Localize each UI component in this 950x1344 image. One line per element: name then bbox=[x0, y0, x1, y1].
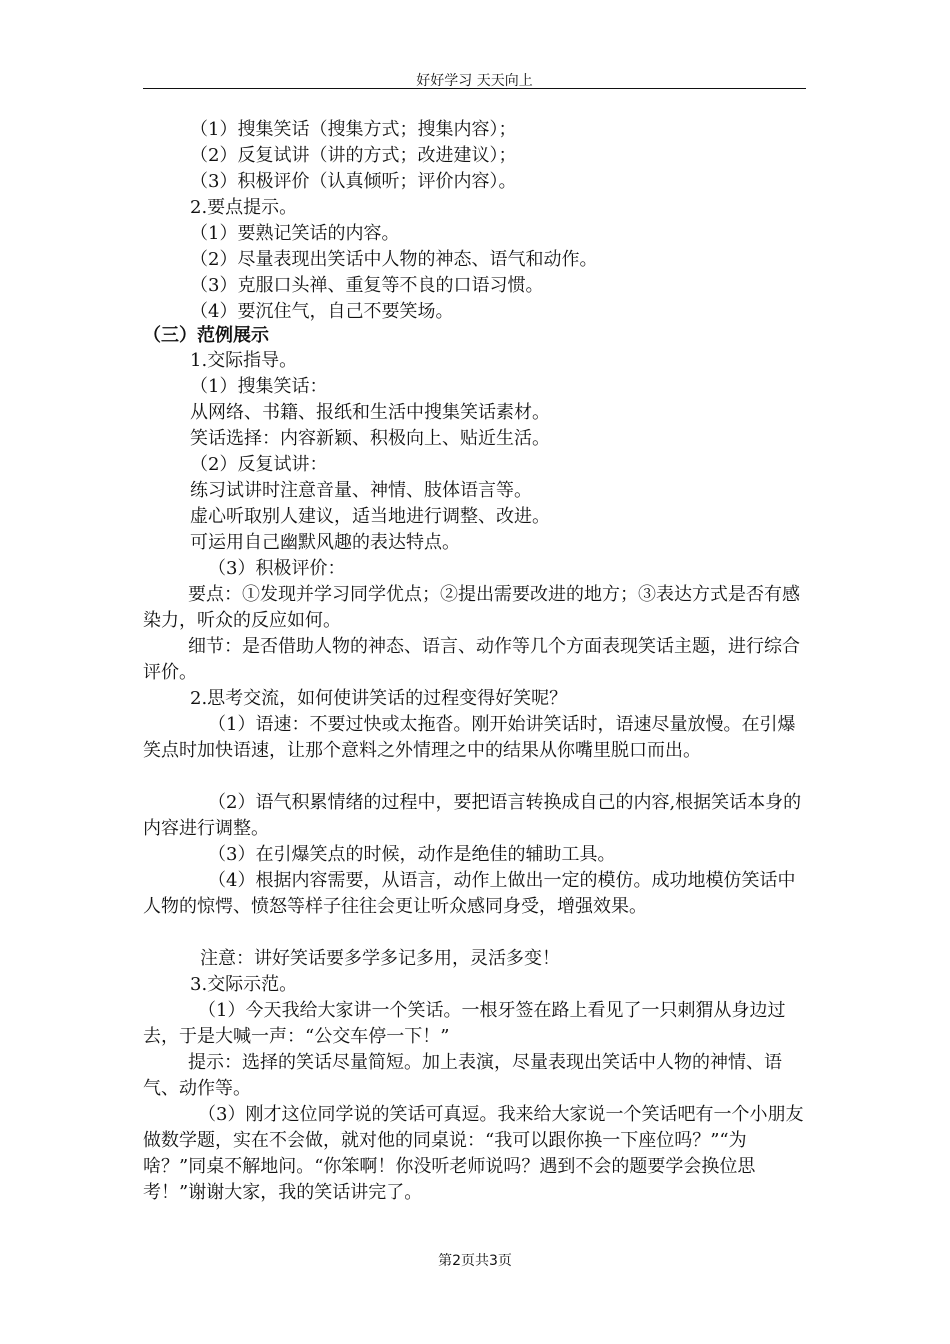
text-line: 练习试讲时注意音量、神情、肢体语言等。 bbox=[190, 480, 532, 501]
paragraph: （1）语速：不要过快或太拖沓。刚开始讲笑话时，语速尽量放慢。在引爆笑点时加快语速，让那个意料之外情理之中的结果从你嘴里脱口而出。 bbox=[143, 714, 796, 761]
paragraph: （3）刚才这位同学说的笑话可真逗。我来给大家说一个笑话吧有一个小朋友做数学题，实在不会做，就对他的同桌说：“我可以跟你换一下座位吗？”“为啥？”同桌不解地问。“你笨啊！你没听老师说吗？遇到不会的题要学会换位思考！”谢谢大家，我的笑话讲完了。 bbox=[143, 1104, 804, 1203]
text-line: （3）在引爆笑点的时候，动作是绝佳的辅助工具。 bbox=[208, 844, 616, 865]
text-line: （3）积极评价（认真倾听；评价内容）。 bbox=[190, 171, 517, 192]
text-line: （2）尽量表现出笑话中人物的神态、语气和动作。 bbox=[190, 249, 598, 270]
text-line: 可运用自己幽默风趣的表达特点。 bbox=[190, 532, 460, 553]
text-line: 虚心听取别人建议，适当地进行调整、改进。 bbox=[190, 506, 550, 527]
paragraph: 细节：是否借助人物的神态、语言、动作等几个方面表现笑话主题，进行综合评价。 bbox=[143, 636, 800, 683]
section-heading: （三）范例展示 bbox=[143, 325, 269, 346]
text-line: 从网络、书籍、报纸和生活中搜集笑话素材。 bbox=[190, 402, 550, 423]
text-line: 笑话选择：内容新颖、积极向上、贴近生活。 bbox=[190, 428, 550, 449]
page-number: 第2页共3页 bbox=[438, 1253, 512, 1269]
paragraph: 提示：选择的笑话尽量简短。加上表演，尽量表现出笑话中人物的神情、语气、动作等。 bbox=[143, 1052, 782, 1099]
text-line: （3）克服口头禅、重复等不良的口语习惯。 bbox=[190, 275, 544, 296]
text-line: （4）要沉住气，自己不要笑场。 bbox=[190, 301, 454, 322]
text-line: 2.思考交流，如何使讲笑话的过程变得好笑呢？ bbox=[190, 688, 568, 709]
paragraph: （4）根据内容需要，从语言，动作上做出一定的模仿。成功地模仿笑话中人物的惊愕、愤怒等样子往往会更让听众感同身受，增强效果。 bbox=[143, 870, 796, 917]
text-line: 2.要点提示。 bbox=[190, 197, 298, 218]
text-line: 1.交际指导。 bbox=[190, 350, 298, 371]
text-line: （1）搜集笑话： bbox=[190, 376, 328, 397]
paragraph: 要点：①发现并学习同学优点；②提出需要改进的地方；③表达方式是否有感染力，听众的反应如何。 bbox=[143, 584, 800, 631]
text-line: 注意：讲好笑话要多学多记多用，灵活多变！ bbox=[200, 948, 560, 969]
paragraph: （2）语气积累情绪的过程中，要把语言转换成自己的内容,根据笑话本身的内容进行调整。 bbox=[143, 792, 802, 839]
text-line: （1）搜集笑话（搜集方式；搜集内容）； bbox=[190, 119, 517, 140]
header-divider bbox=[143, 88, 806, 89]
text-line: （2）反复试讲（讲的方式；改进建议）； bbox=[190, 145, 517, 166]
text-line: 3.交际示范。 bbox=[190, 974, 298, 995]
page-header: 好好学习 天天向上 bbox=[416, 73, 533, 89]
text-line: （2）反复试讲： bbox=[190, 454, 328, 475]
text-line: （3）积极评价： bbox=[208, 558, 346, 579]
paragraph: （1）今天我给大家讲一个笑话。一根牙签在路上看见了一只刺猬从身边过去，于是大喊一声：“公交车停一下！” bbox=[143, 1000, 786, 1047]
text-line: （1）要熟记笑话的内容。 bbox=[190, 223, 400, 244]
